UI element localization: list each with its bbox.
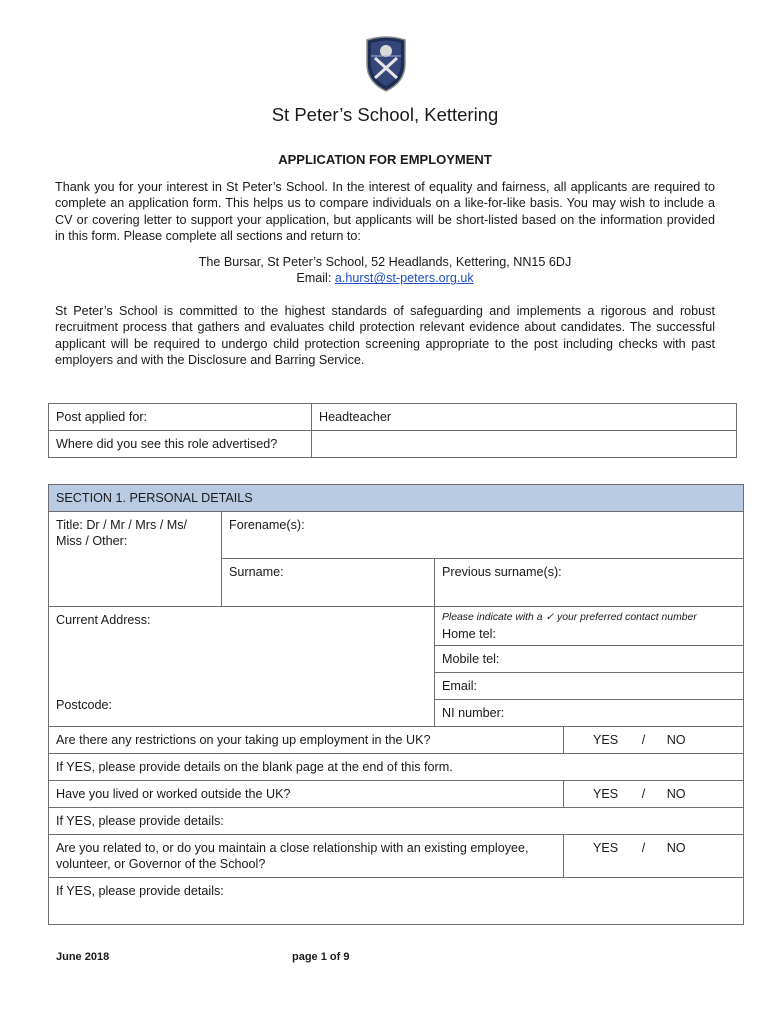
section-heading: SECTION 1. PERSONAL DETAILS	[49, 485, 744, 512]
outside-uk-followup-row	[49, 808, 744, 835]
section-header-row	[49, 485, 744, 512]
forename-field[interactable]: Forename(s):	[222, 512, 744, 559]
contact-note-suffix: your preferred contact number	[554, 612, 697, 623]
school-crest-logo	[363, 34, 409, 94]
outside-uk-details-field[interactable]: If YES, please provide details:	[49, 808, 744, 835]
postcode-label: Postcode:	[56, 698, 113, 712]
restrictions-row	[49, 727, 744, 754]
restrictions-question: Are there any restrictions on your taking up employment in the UK?	[49, 727, 564, 754]
outside-uk-yes-no[interactable]	[564, 781, 744, 808]
related-followup-row	[49, 878, 744, 925]
no-option[interactable]: NO	[666, 787, 686, 801]
contact-note-prefix: Please indicate with a	[442, 612, 546, 623]
footer-page-number: page 1 of 9	[292, 951, 350, 963]
yes-option[interactable]: YES	[593, 787, 619, 801]
previous-surname-field[interactable]: Previous surname(s):	[435, 559, 744, 607]
safeguarding-text: St Peter’s School is committed to the highest standards of safeguarding and implements a rigorous and robust recruitment process that gathers and evaluates child protection relevant evidence about candidates. The successful applicant will be required to undergo child protection screening appropriate to the post including checks with past employers and with the Disclosure and Barring Service.	[55, 304, 715, 367]
checkmark-icon: ✓	[545, 612, 555, 623]
form-title: APPLICATION FOR EMPLOYMENT	[278, 152, 492, 167]
restrictions-yes-no[interactable]	[564, 727, 744, 754]
footer-date: June 2018	[56, 951, 110, 963]
related-details-field[interactable]: If YES, please provide details:	[49, 878, 744, 925]
current-address-label: Current Address:	[56, 613, 151, 627]
restrictions-followup-row	[49, 754, 744, 781]
return-address	[0, 254, 770, 287]
advertised-field[interactable]	[312, 431, 737, 458]
intro-text: Thank you for your interest in St Peter’s School. In the interest of equality and fairness, all applicants are required to complete an application form. This helps us to compare individuals on a like-for-like basis. You may wish to include a CV or covering letter to support your application, but applicants will be short-listed based on the information provided in this form. Please complete all sections and return to:	[55, 180, 715, 243]
home-tel-field[interactable]	[435, 607, 744, 646]
address-row-1	[49, 607, 744, 646]
email-prefix: Email:	[296, 271, 335, 286]
no-option[interactable]: NO	[666, 733, 686, 747]
outside-uk-question: Have you lived or worked outside the UK?	[49, 781, 564, 808]
no-option[interactable]: NO	[666, 841, 686, 855]
related-question: Are you related to, or do you maintain a close relationship with an existing employee, volunteer, or Governor of the School?	[49, 835, 564, 878]
school-name: St Peter’s School, Kettering	[271, 104, 499, 125]
current-address-field[interactable]	[49, 607, 435, 727]
personal-details-table	[48, 484, 744, 925]
title-field[interactable]: Title: Dr / Mr / Mrs / Ms/ Miss / Other:	[49, 512, 222, 607]
advertised-label: Where did you see this role advertised?	[49, 431, 312, 458]
post-applied-label: Post applied for:	[49, 404, 312, 431]
post-table	[48, 403, 737, 458]
post-applied-row	[49, 404, 737, 431]
related-row	[49, 835, 744, 878]
advertised-row	[49, 431, 737, 458]
email-link[interactable]: a.hurst@st-peters.org.uk	[334, 271, 474, 286]
outside-uk-row	[49, 781, 744, 808]
related-yes-no[interactable]	[564, 835, 744, 878]
slash-separator: /	[641, 787, 646, 801]
surname-field[interactable]: Surname:	[222, 559, 435, 607]
mobile-tel-field[interactable]: Mobile tel:	[435, 646, 744, 673]
intro-paragraph	[55, 179, 715, 244]
yes-option[interactable]: YES	[593, 841, 619, 855]
home-tel-label: Home tel:	[442, 627, 496, 641]
email-field[interactable]: Email:	[435, 673, 744, 700]
yes-option[interactable]: YES	[593, 733, 619, 747]
address-line: The Bursar, St Peter’s School, 52 Headlands, Kettering, NN15 6DJ	[198, 255, 572, 269]
contact-note	[442, 610, 736, 626]
slash-separator: /	[641, 733, 646, 747]
safeguarding-paragraph	[55, 303, 715, 368]
email-line	[0, 270, 770, 286]
post-applied-field[interactable]: Headteacher	[312, 404, 737, 431]
slash-separator: /	[641, 841, 646, 855]
restrictions-details-field[interactable]: If YES, please provide details on the blank page at the end of this form.	[49, 754, 744, 781]
name-row-1	[49, 512, 744, 559]
ni-number-field[interactable]: NI number:	[435, 700, 744, 727]
